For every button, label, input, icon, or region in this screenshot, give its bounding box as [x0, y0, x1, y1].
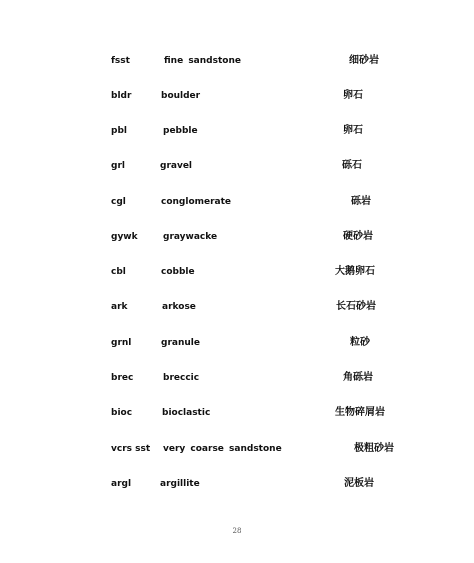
english-term: arkose: [162, 302, 196, 312]
chinese-term: 生物碎屑岩: [335, 407, 385, 418]
glossary-row: [0, 122, 474, 140]
english-term: very coarse sandstone: [163, 444, 282, 454]
abbreviation: cbl: [111, 267, 126, 277]
abbreviation: bioc: [111, 408, 133, 418]
chinese-term: 砾岩: [351, 196, 371, 207]
glossary-row: [0, 334, 474, 352]
glossary-row: [0, 228, 474, 246]
glossary-row: [0, 475, 474, 493]
english-term: boulder: [161, 91, 201, 101]
glossary-row: [0, 404, 474, 422]
abbreviation: grnl: [111, 338, 132, 348]
glossary-row: [0, 440, 474, 458]
glossary-row: [0, 52, 474, 70]
chinese-term: 角砾岩: [343, 372, 373, 383]
english-term: conglomerate: [161, 197, 232, 207]
glossary-row: [0, 193, 474, 211]
english-term: bioclastic: [162, 408, 211, 418]
page-number: 28: [232, 527, 242, 535]
abbreviation: argl: [111, 479, 132, 489]
glossary-row: [0, 298, 474, 316]
chinese-term: 大鹅卵石: [335, 266, 375, 277]
chinese-term: 砾石: [342, 160, 362, 171]
abbreviation: gywk: [111, 232, 138, 242]
abbreviation: ark: [111, 302, 128, 312]
abbreviation: cgl: [111, 197, 126, 207]
chinese-term: 粒砂: [350, 337, 370, 348]
chinese-term: 极粗砂岩: [354, 443, 394, 454]
chinese-term: 卵石: [343, 125, 363, 136]
abbreviation: brec: [111, 373, 134, 383]
chinese-term: 泥板岩: [344, 478, 374, 489]
chinese-term: 卵石: [343, 90, 363, 101]
glossary-row: [0, 263, 474, 281]
english-term: argillite: [160, 479, 200, 489]
abbreviation: fsst: [111, 56, 130, 66]
abbreviation: grl: [111, 161, 125, 171]
english-term: gravel: [160, 161, 193, 171]
glossary-row: [0, 87, 474, 105]
english-term: granule: [161, 338, 200, 348]
english-term: graywacke: [163, 232, 218, 242]
chinese-term: 硬砂岩: [343, 231, 373, 242]
abbreviation: bldr: [111, 91, 132, 101]
english-term: cobble: [161, 267, 195, 277]
glossary-row: [0, 369, 474, 387]
abbreviation: pbl: [111, 126, 127, 136]
abbreviation: vcrs sst: [111, 444, 151, 454]
glossary-row: [0, 157, 474, 175]
chinese-term: 长石砂岩: [336, 301, 376, 312]
english-term: fine sandstone: [164, 56, 241, 66]
chinese-term: 细砂岩: [349, 55, 379, 66]
english-term: breccic: [163, 373, 200, 383]
english-term: pebble: [163, 126, 198, 136]
